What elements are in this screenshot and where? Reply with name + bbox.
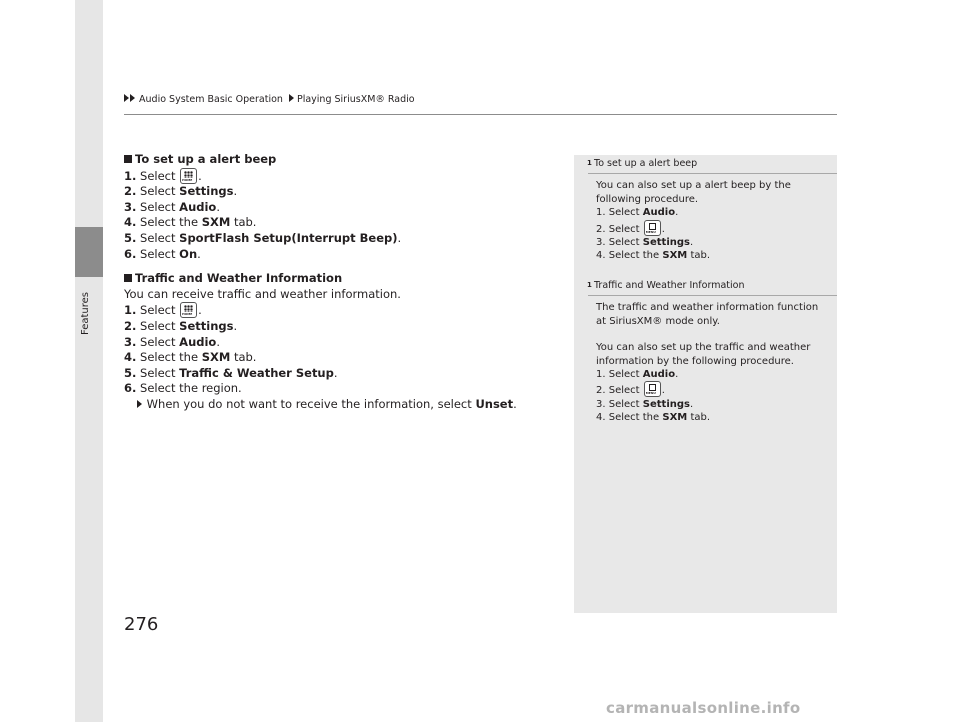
breadcrumb-arrow-icon [124, 94, 129, 102]
step: 2. Select Settings. [124, 318, 238, 333]
step: 4. Select the SXM tab. [124, 215, 257, 230]
step: 4. Select the SXM tab. [124, 350, 257, 365]
note-rule [588, 173, 837, 174]
breadcrumb-part[interactable]: Audio System Basic Operation [139, 94, 283, 105]
breadcrumb [124, 94, 415, 105]
step: 1. Select HOME . [124, 303, 202, 318]
watermark: carmanualsonline.info [606, 699, 801, 717]
sub-step: When you do not want to receive the information, select Unset. [124, 397, 554, 413]
home-icon: HOME [180, 168, 197, 184]
step: 3. Select Audio. [124, 199, 220, 214]
note-body: The traffic and weather information function at SiriusXM® mode only. You can also set up the traffic and weather information by the following procedure. 1. Select Audio. 2. Select MENU . 3. Select Settings. 4. Select the SXM tab. [596, 302, 819, 424]
breadcrumb-part[interactable]: Playing SiriusXM® Radio [296, 94, 415, 105]
note-body: You can also set up a alert beep by the following procedure. 1. Select Audio. 2. Select MENU . 3. Select Settings. 4. Select the SXM tab. [596, 180, 791, 262]
step: 6. Select On. [124, 246, 201, 261]
note-traffic-weather [574, 279, 837, 425]
side-tab-label: Features [80, 292, 91, 335]
section-heading: Traffic and Weather Information [124, 271, 554, 287]
home-icon: HOME [180, 302, 197, 318]
menu-icon: MENU [644, 381, 661, 397]
step: 5. Select SportFlash Setup(Interrupt Beep). [124, 230, 402, 245]
section-intro: You can receive traffic and weather information. [124, 286, 401, 301]
step: 6. Select the region. [124, 381, 242, 396]
main-content [124, 152, 554, 413]
page-number: 276 [124, 614, 159, 635]
side-tab [75, 0, 103, 722]
header-rule [124, 114, 837, 115]
note-title: 1 To set up a alert beep [587, 158, 698, 169]
side-tab-marker [75, 227, 103, 277]
step: 1. Select HOME . [124, 168, 202, 183]
note-title: 1 Traffic and Weather Information [587, 280, 745, 291]
square-bullet-icon [124, 155, 132, 163]
menu-icon: MENU [644, 220, 661, 236]
arrow-icon [137, 400, 142, 408]
section-heading: To set up a alert beep [124, 152, 554, 168]
step: 5. Select Traffic & Weather Setup. [124, 365, 338, 380]
note-alert-beep [574, 157, 837, 263]
step: 2. Select Settings. [124, 184, 238, 199]
note-rule [588, 295, 837, 296]
square-bullet-icon [124, 274, 132, 282]
breadcrumb-arrow-icon [289, 94, 294, 102]
breadcrumb-arrow-icon [130, 94, 135, 102]
notes-sidebar [574, 155, 837, 613]
step: 3. Select Audio. [124, 334, 220, 349]
